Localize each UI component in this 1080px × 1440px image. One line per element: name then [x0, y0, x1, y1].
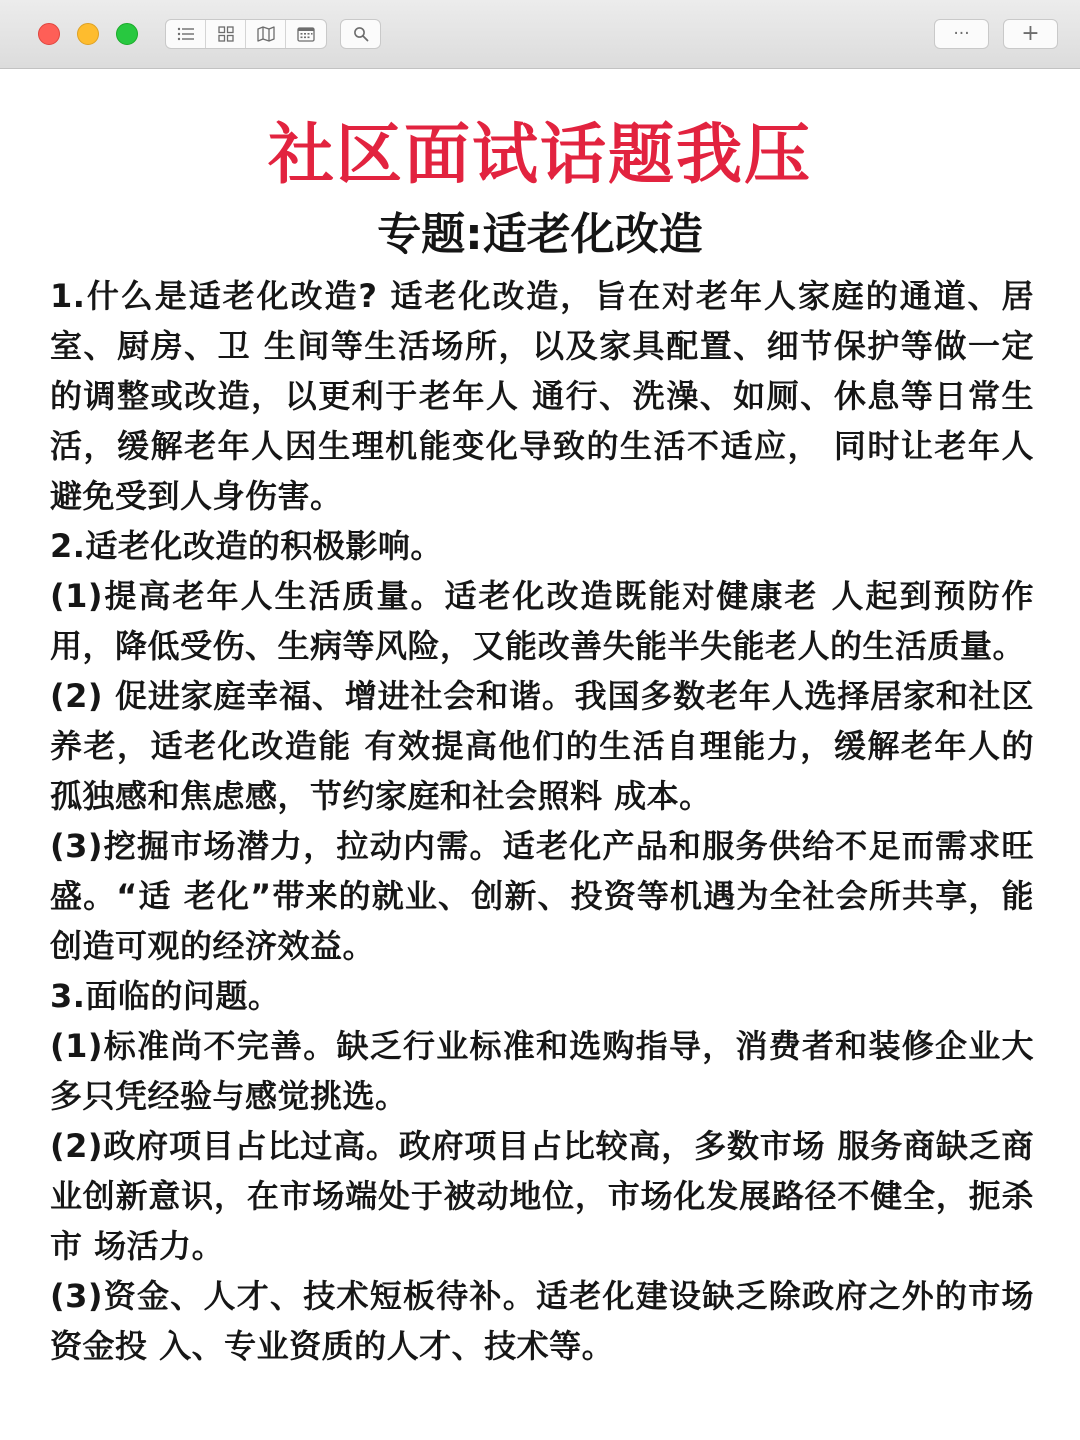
map-view-button[interactable] — [246, 20, 286, 48]
add-button[interactable] — [1003, 19, 1058, 49]
paragraph-impact-1: (1)提高老年人生活质量。适老化改造既能对健康老 人起到预防作用，降低受伤、生病等风险，又能改善失能半失能老人的生活质量。 — [50, 577, 1034, 665]
paragraph-problem-3: (3)资金、人才、技术短板待补。适老化建设缺乏除政府之外的市场资金投 入、专业资质的人才、技术等。 — [50, 1277, 1034, 1365]
plus-icon: + — [1021, 21, 1040, 46]
grid-icon — [218, 26, 234, 42]
add-button-inner — [1004, 20, 1057, 48]
article-body — [50, 271, 1034, 1371]
ellipsis-icon: ··· — [953, 23, 970, 44]
document-content — [0, 69, 1080, 1440]
section-heading-impact: 2.适老化改造的积极影响。 — [50, 527, 443, 565]
zoom-window-button[interactable] — [116, 23, 138, 45]
search-icon — [353, 26, 369, 42]
search-button-inner — [341, 20, 380, 48]
minimize-window-button[interactable] — [77, 23, 99, 45]
calendar-icon — [297, 26, 315, 42]
page-subtitle: 专题:适老化改造 — [377, 209, 703, 260]
close-window-button[interactable] — [38, 23, 60, 45]
paragraph-impact-2: (2) 促进家庭幸福、增进社会和谐。我国多数老年人选择居家和社区养老，适老化改造能 有效提高他们的生活自理能力，缓解老年人的孤独感和焦虑感，节约家庭和社会照料 成本。 — [50, 677, 1034, 815]
list-icon — [177, 27, 195, 41]
map-icon — [257, 26, 275, 42]
section-heading-problems: 3.面临的问题。 — [50, 977, 281, 1015]
grid-view-button[interactable] — [206, 20, 246, 48]
title-bar — [0, 0, 1080, 69]
paragraph-impact-3: (3)挖掘市场潜力，拉动内需。适老化产品和服务供给不足而需求旺盛。“适 老化”带来的就业、创新、投资等机遇为全社会所共享，能创造可观的经济效益。 — [50, 827, 1034, 965]
more-options-inner — [935, 20, 988, 48]
paragraph-problem-2: (2)政府项目占比过高。政府项目占比较高，多数市场 服务商缺乏商业创新意识，在市场端处于被动地位，市场化发展路径不健全，扼杀市 场活力。 — [50, 1127, 1034, 1265]
view-mode-segmented-control — [165, 19, 327, 49]
page-title: 社区面试话题我压 — [268, 116, 812, 193]
paragraph-definition: 1.什么是适老化改造? 适老化改造，旨在对老年人家庭的通道、居室、厨房、卫 生间等生活场所，以及家具配置、细节保护等做一定的调整或改造，以更利于老年人 通行、洗澡、如厕、休息等日常生活，缓解老年人因生理机能变化导致的生活不适应， 同时让老年人避免受到人身伤害。 — [50, 277, 1034, 515]
more-options-button[interactable] — [934, 19, 989, 49]
calendar-view-button[interactable] — [286, 20, 326, 48]
paragraph-problem-1: (1)标准尚不完善。缺乏行业标准和选购指导，消费者和装修企业大多只凭经验与感觉挑选。 — [50, 1027, 1034, 1115]
search-button[interactable] — [340, 19, 381, 49]
list-view-button[interactable] — [166, 20, 206, 48]
